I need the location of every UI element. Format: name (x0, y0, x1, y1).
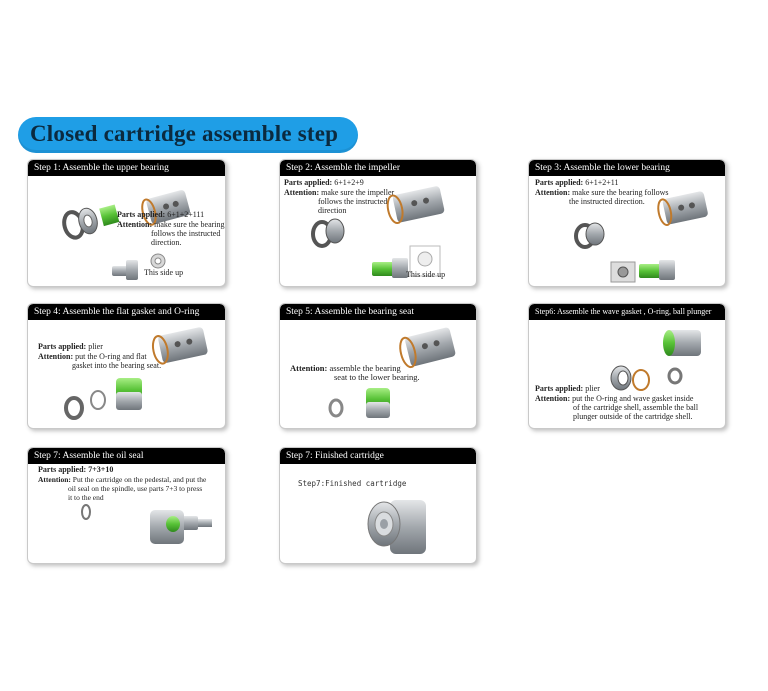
step-2-parts: Parts applied: 6+1+2+9 (284, 178, 364, 187)
step-2-card (279, 159, 477, 287)
finished-cartridge-image (368, 500, 426, 554)
bearing-top-icon (611, 262, 635, 282)
step-5-card (279, 303, 477, 429)
o-ring-part (633, 370, 649, 390)
cartridge-shell (404, 327, 456, 367)
step-1-header: Step 1: Assemble the upper bearing (28, 160, 225, 176)
step-3-parts: Parts applied: 6+1+2+11 (535, 178, 619, 187)
step-3-header: Step 3: Assemble the lower bearing (529, 160, 725, 176)
step-4-card (27, 303, 226, 429)
title-banner (18, 117, 358, 153)
step-3-illustration (529, 176, 725, 286)
step-7-header: Step 7: Assemble the oil seal (28, 448, 225, 464)
step-2-attention: Attention: make sure the impeller follows the instructed direction (284, 188, 395, 215)
step-6-header: Step6: Assemble the wave gasket , O-ring, ball plunger (529, 304, 725, 320)
step-4-illustration (28, 320, 225, 428)
step-5-header: Step 5: Assemble the bearing seat (280, 304, 476, 320)
bearing-seat-part (366, 388, 390, 418)
step-7-attention: Attention: Put the cartridge on the pedestal, and put the oil seal on the spindle, use parts 7+3 to press it to the end (38, 475, 207, 502)
step-4-header: Step 4: Assemble the flat gasket and O-ring (28, 304, 225, 320)
step-8-header: Step 7: Finished cartridge (280, 448, 476, 464)
step-6-card (528, 303, 726, 429)
cartridge-part (150, 510, 212, 544)
spindle-part (112, 260, 138, 280)
step-1-attention: Attention: make sure the bearing follows the instructed direction. (117, 220, 225, 247)
step-2-note: This side up (406, 270, 446, 279)
this-side-up-icon (151, 254, 165, 268)
o-ring-part (91, 391, 105, 409)
washer-part (330, 400, 342, 416)
step-2-header: Step 2: Assemble the impeller (280, 160, 476, 176)
page-title: Closed cartridge assemble step (30, 121, 339, 146)
bearing-seat-part (116, 378, 142, 410)
step-2-illustration (280, 176, 476, 286)
step-3-attention: Attention: make sure the bearing follows the instructed direction. (535, 188, 669, 206)
assembled-part (639, 260, 675, 280)
step-6-illustration (529, 320, 725, 428)
step-8-illustration (280, 464, 476, 563)
step-6-parts: Parts applied: plier (535, 384, 600, 393)
step-3-card (528, 159, 726, 287)
cartridge-part (663, 330, 701, 356)
step-1-parts: Parts applied: 6+1+2+111 (117, 210, 205, 219)
step-7-illustration (28, 464, 225, 563)
wave-gasket-part (669, 369, 681, 383)
step-7-card (27, 447, 226, 564)
flat-gasket-part (66, 398, 82, 418)
step-6-attention: Attention: put the O-ring and wave gasket inside of the cartridge shell, assemble the ball plunger outside of the cartridge shell. (535, 394, 699, 421)
oil-seal-part (82, 505, 90, 519)
step-8-caption: Step7:Finished cartridge (298, 479, 407, 488)
step-8-card (279, 447, 477, 564)
impeller-part (372, 258, 408, 278)
step-5-illustration (280, 320, 476, 428)
step-4-parts: Parts applied: plier (38, 342, 103, 351)
step-1-card (27, 159, 226, 287)
cartridge-shell (157, 327, 208, 364)
step-5-attention: Attention: assemble the bearing seat to the lower bearing. (290, 363, 420, 382)
step-4-attention: Attention: put the O-ring and flat gasket into the bearing seat. (38, 352, 162, 370)
step-7-parts: Parts applied: 7+3+10 (38, 465, 114, 474)
step-1-note: This side up (144, 268, 184, 277)
